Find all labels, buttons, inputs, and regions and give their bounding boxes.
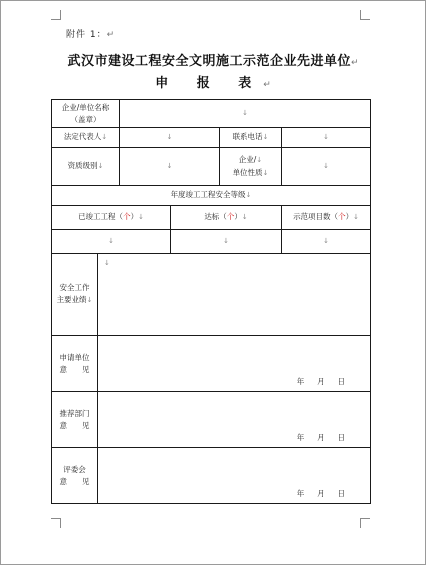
document-subtitle: 申 报 表↵	[155, 76, 271, 91]
label-legal-rep: 法定代表人↓	[52, 128, 120, 148]
row-annual-labels	[52, 206, 371, 230]
row-committee-opinion	[52, 448, 371, 504]
margin-corner-bottom-right	[360, 518, 370, 528]
label-contact-phone: 联系电话↓	[220, 128, 282, 148]
application-form-table	[51, 99, 371, 504]
row-recommender-opinion	[52, 392, 371, 448]
margin-corner-top-right	[360, 10, 370, 20]
input-completed-projects[interactable]: ↓	[52, 230, 171, 254]
label-applicant-opinion: 申请单位 意 见	[52, 336, 98, 392]
input-company-name[interactable]: ↓	[120, 100, 371, 128]
label-demo-projects: 示范项目数（个）↓	[282, 206, 371, 230]
document-title: 武汉市建设工程安全文明施工示范企业先进单位↵	[67, 54, 359, 69]
margin-corner-bottom-left	[51, 518, 61, 528]
label-qualification: 资质级别↓	[52, 148, 120, 186]
label-company-name: 企业/单位名称 （盖章）	[52, 100, 120, 128]
input-demo-projects[interactable]: ↓	[282, 230, 371, 254]
applicant-date: 年 月 日	[296, 377, 346, 386]
row-applicant-opinion	[52, 336, 371, 392]
row-company-name	[52, 100, 371, 128]
label-recommender-opinion: 推荐部门 意 见	[52, 392, 98, 448]
input-contact-phone[interactable]: ↓	[282, 128, 371, 148]
committee-date: 年 月 日	[296, 489, 346, 498]
input-passed-projects[interactable]: ↓	[171, 230, 282, 254]
label-committee-opinion: 评委会 意 见	[52, 448, 98, 504]
row-annual-values	[52, 230, 371, 254]
input-nature[interactable]: ↓	[282, 148, 371, 186]
margin-corner-top-left	[51, 10, 61, 20]
input-committee-opinion[interactable]	[98, 448, 371, 504]
label-passed-projects: 达标（个）↓	[171, 206, 282, 230]
row-safety-achievements	[52, 254, 371, 336]
input-legal-rep[interactable]: ↓	[120, 128, 220, 148]
recommender-date: 年 月 日	[296, 433, 346, 442]
row-legal-rep	[52, 128, 371, 148]
input-applicant-opinion[interactable]	[98, 336, 371, 392]
label-safety-achievements: 安全工作 主要业绩↓	[52, 254, 98, 336]
row-qualification	[52, 148, 371, 186]
label-completed-projects: 已竣工工程（个）↓	[52, 206, 171, 230]
label-annual-heading: 年度竣工工程安全等级↓	[52, 186, 371, 206]
row-annual-heading	[52, 186, 371, 206]
input-safety-achievements[interactable]: ↓	[98, 254, 371, 336]
input-recommender-opinion[interactable]	[98, 392, 371, 448]
input-qualification[interactable]: ↓	[120, 148, 220, 186]
label-nature: 企业/↓ 单位性质↓	[220, 148, 282, 186]
attachment-label: 附件 1：↵	[66, 30, 115, 40]
